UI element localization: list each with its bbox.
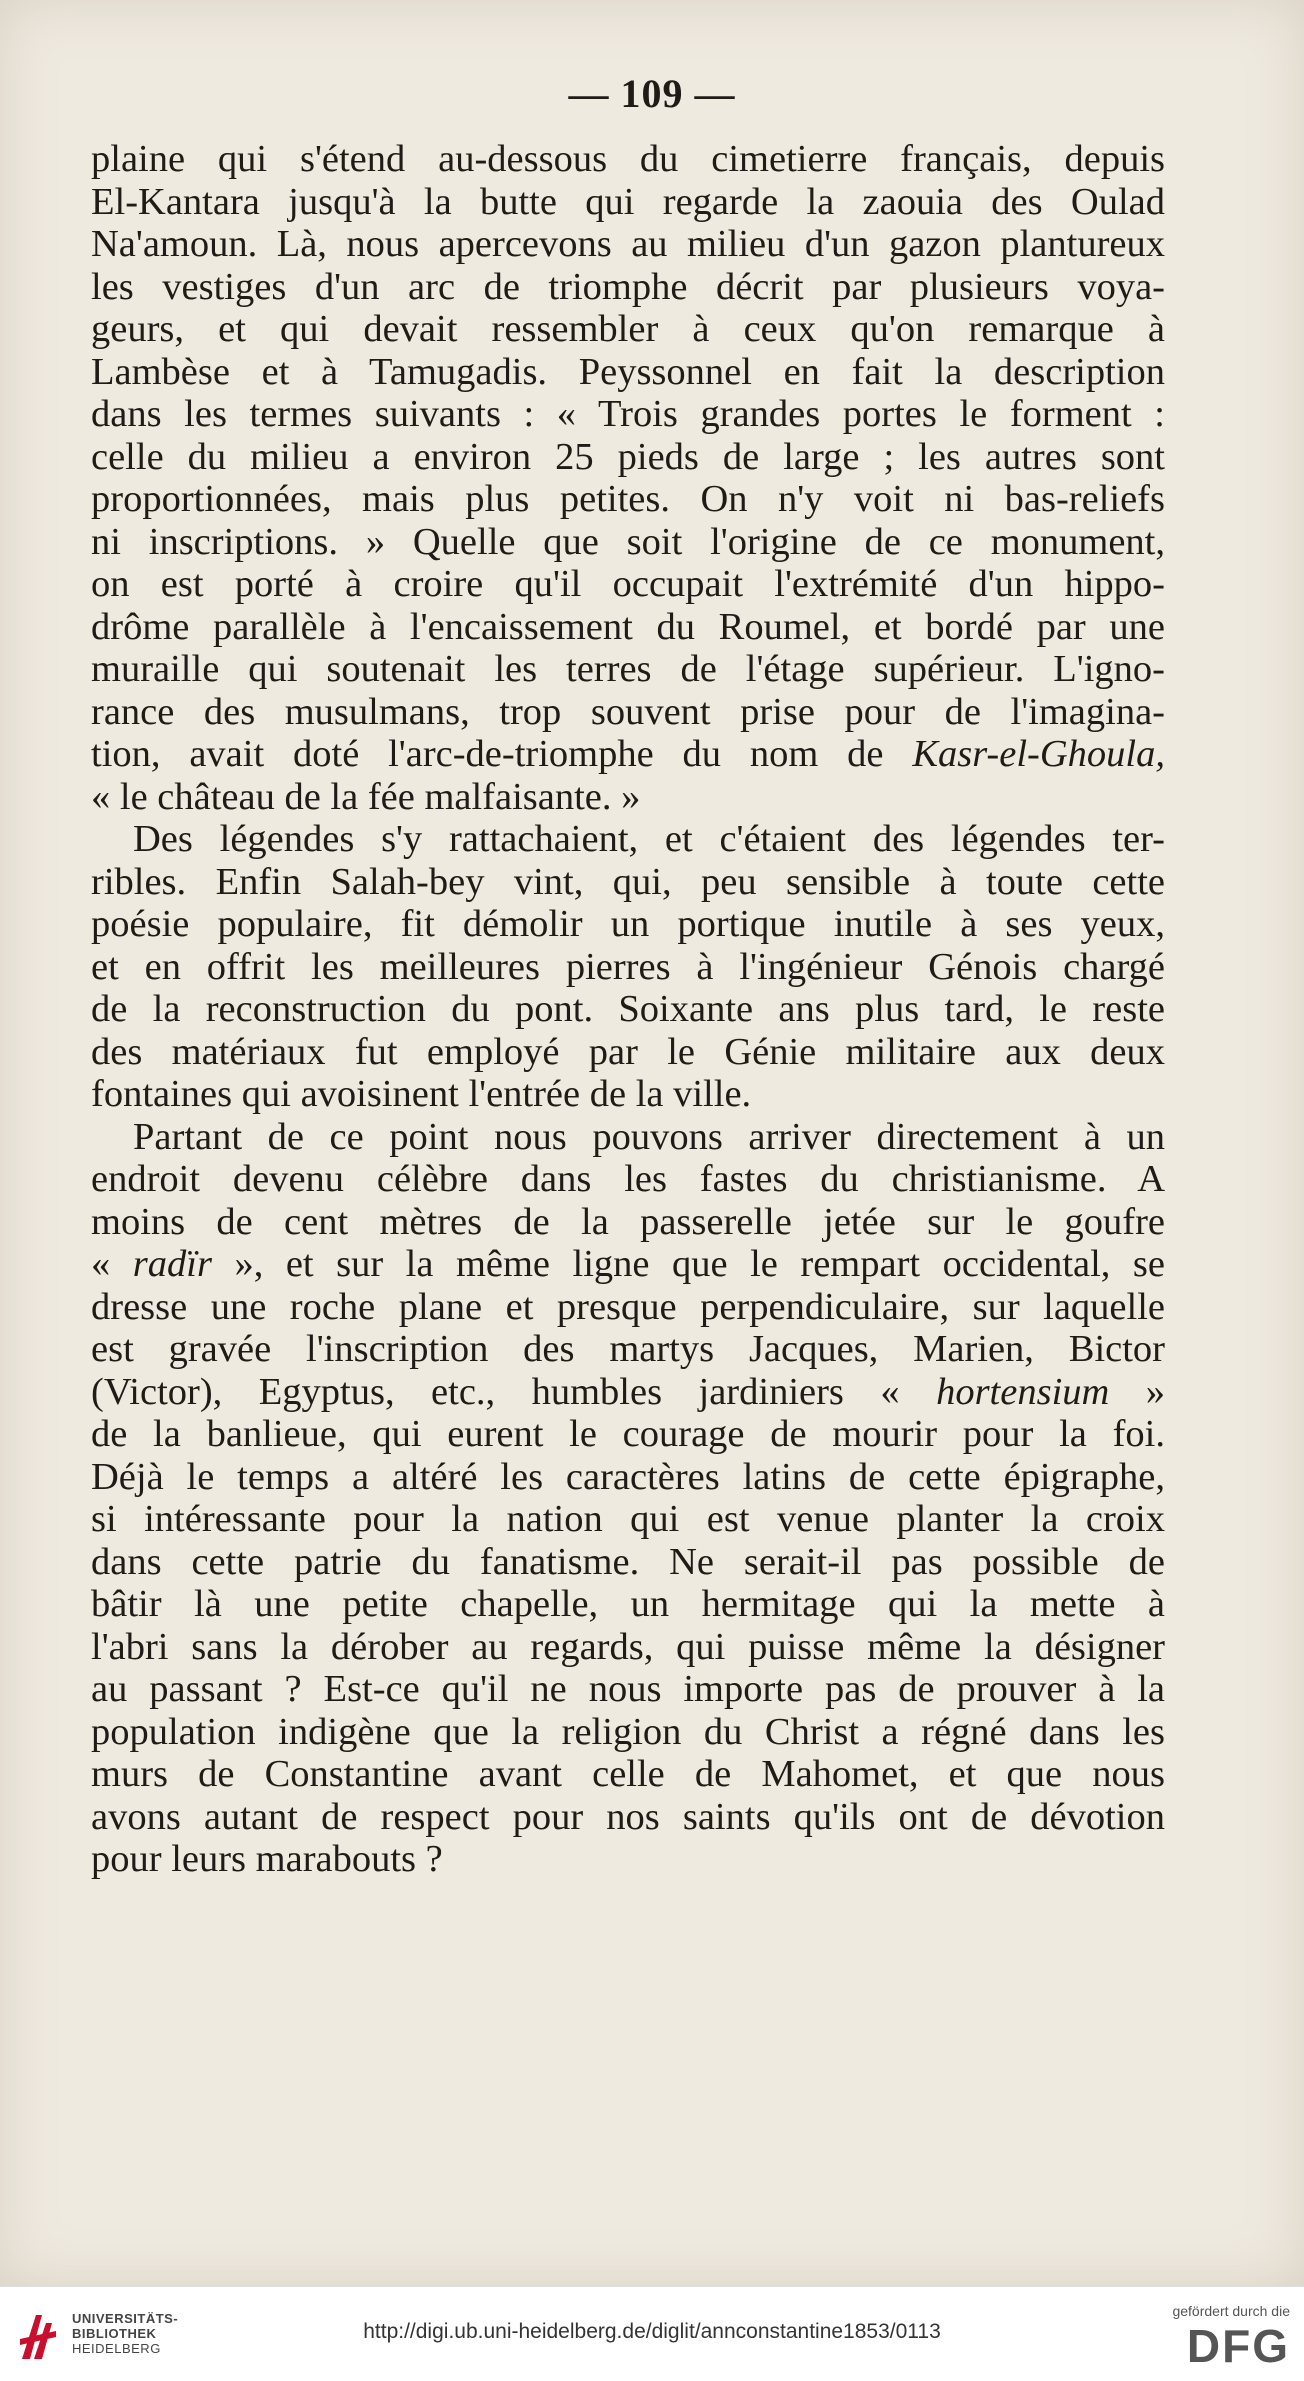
text-segment: », et sur la même ligne que le rempart occidental, se	[211, 1243, 1165, 1285]
text-segment: (Victor), Egyptus, etc., humbles jardiniers «	[91, 1370, 937, 1413]
library-name: UNIVERSITÄTS- BIBLIOTHEK HEIDELBERG	[72, 2311, 179, 2356]
paragraph-1	[91, 138, 1165, 818]
text-line: avons autant de respect pour nos saints qu'ils ont de dévotion	[91, 1795, 1165, 1838]
permalink-url[interactable]: http://digi.ub.uni-heidelberg.de/diglit/annconstantine1853/0113	[363, 2320, 941, 2343]
text-line: on est porté à croire qu'il occupait l'extrémité d'un hippo-	[91, 563, 1165, 605]
text-line: si intéressante pour la nation qui est venue planter la croix	[91, 1498, 1165, 1540]
text-line: pour leurs marabouts ?	[91, 1838, 443, 1880]
text-line: l'abri sans la dérober au regards, qui puisse même la désigner	[91, 1625, 1165, 1668]
text-line: fontaines qui avoisinent l'entrée de la ville.	[91, 1073, 752, 1115]
text-line: Partant de ce point nous pouvons arriver directement à un	[133, 1115, 1165, 1158]
text-segment: »	[1109, 1370, 1165, 1413]
viewer-footer	[0, 2286, 1304, 2381]
text-line: celle du milieu a environ 25 pieds de large ; les autres sont	[91, 435, 1165, 478]
text-line: moins de cent mètres de la passerelle jetée sur le goufre	[91, 1200, 1165, 1243]
paragraph-2	[91, 818, 1165, 1116]
funding-note: gefördert durch die	[1172, 2303, 1290, 2319]
text-line: bâtir là une petite chapelle, un hermitage qui la mette à	[91, 1583, 1165, 1625]
text-line: El-Kantara jusqu'à la butte qui regarde la zaouia des Oulad	[91, 180, 1165, 223]
text-line: rance des musulmans, trop souvent prise pour de l'imagina-	[91, 690, 1165, 733]
text-line: Na'amoun. Là, nous apercevons au milieu d'un gazon plantureux	[91, 223, 1165, 265]
text-line: Des légendes s'y rattachaient, et c'étaient des légendes ter-	[133, 818, 1165, 860]
text-line: murs de Constantine avant celle de Mahomet, et que nous	[91, 1753, 1165, 1795]
text-line: est gravée l'inscription des martys Jacques, Marien, Bictor	[91, 1328, 1165, 1370]
italic-term: hortensium	[936, 1370, 1110, 1413]
text-segment: tion, avait doté l'arc-de-triomphe du nom de	[91, 733, 913, 775]
text-line: « le château de la fée malfaisante. »	[91, 775, 641, 818]
text-line: des matériaux fut employé par le Génie militaire aux deux	[91, 1030, 1165, 1073]
text-line: dresse une roche plane et presque perpendiculaire, sur laquelle	[91, 1285, 1165, 1328]
text-line: dans cette patrie du fanatisme. Ne serait-il pas possible de	[91, 1540, 1165, 1583]
dfg-logo: DFG	[1186, 2320, 1290, 2372]
text-line: Lambèse et à Tamugadis. Peyssonnel en fait la description	[91, 350, 1165, 393]
text-line: poésie populaire, fit démolir un portique inutile à ses yeux,	[91, 903, 1165, 945]
text-line: les vestiges d'un arc de triomphe décrit par plusieurs voya-	[91, 265, 1165, 308]
text-line	[91, 1243, 1165, 1286]
text-line: de la reconstruction du pont. Soixante ans plus tard, le reste	[91, 988, 1165, 1030]
text-line: Déjà le temps a altéré les caractères latins de cette épigraphe,	[91, 1455, 1165, 1498]
text-segment: «	[91, 1243, 133, 1285]
text-line: endroit devenu célèbre dans les fastes du christianisme. A	[91, 1158, 1165, 1200]
page-number: — 109 —	[568, 71, 736, 116]
text-line: dans les termes suivants : « Trois grandes portes le forment :	[91, 393, 1165, 435]
text-line	[91, 1371, 1165, 1414]
text-line: au passant ? Est-ce qu'il ne nous importe pas de prouver à la	[91, 1668, 1165, 1710]
text-line: plaine qui s'étend au-dessous du cimetierre français, depuis	[91, 138, 1165, 180]
text-line: et en offrit les meilleures pierres à l'ingénieur Génois chargé	[91, 945, 1165, 988]
text-line	[91, 733, 1165, 776]
text-line: proportionnées, mais plus petites. On n'y voit ni bas-reliefs	[91, 478, 1165, 520]
text-line: ni inscriptions. » Quelle que soit l'origine de ce monument,	[91, 520, 1165, 563]
text-line: drôme parallèle à l'encaissement du Roumel, et bordé par une	[91, 605, 1165, 648]
italic-term: radïr	[132, 1243, 212, 1285]
paragraph-3	[91, 1116, 1165, 1881]
text-line: population indigène que la religion du Christ a régné dans les	[91, 1710, 1165, 1753]
text-line: ribles. Enfin Salah-bey vint, qui, peu sensible à toute cette	[91, 860, 1165, 903]
text-line: geurs, et qui devait ressembler à ceux qu'on remarque à	[91, 308, 1165, 350]
text-line: de la banlieue, qui eurent le courage de mourir pour la foi.	[91, 1413, 1165, 1455]
body-text	[91, 138, 1165, 1881]
italic-term: Kasr-el-Ghoula,	[912, 733, 1165, 775]
text-line: muraille qui soutenait les terres de l'étage supérieur. L'igno-	[91, 648, 1165, 690]
